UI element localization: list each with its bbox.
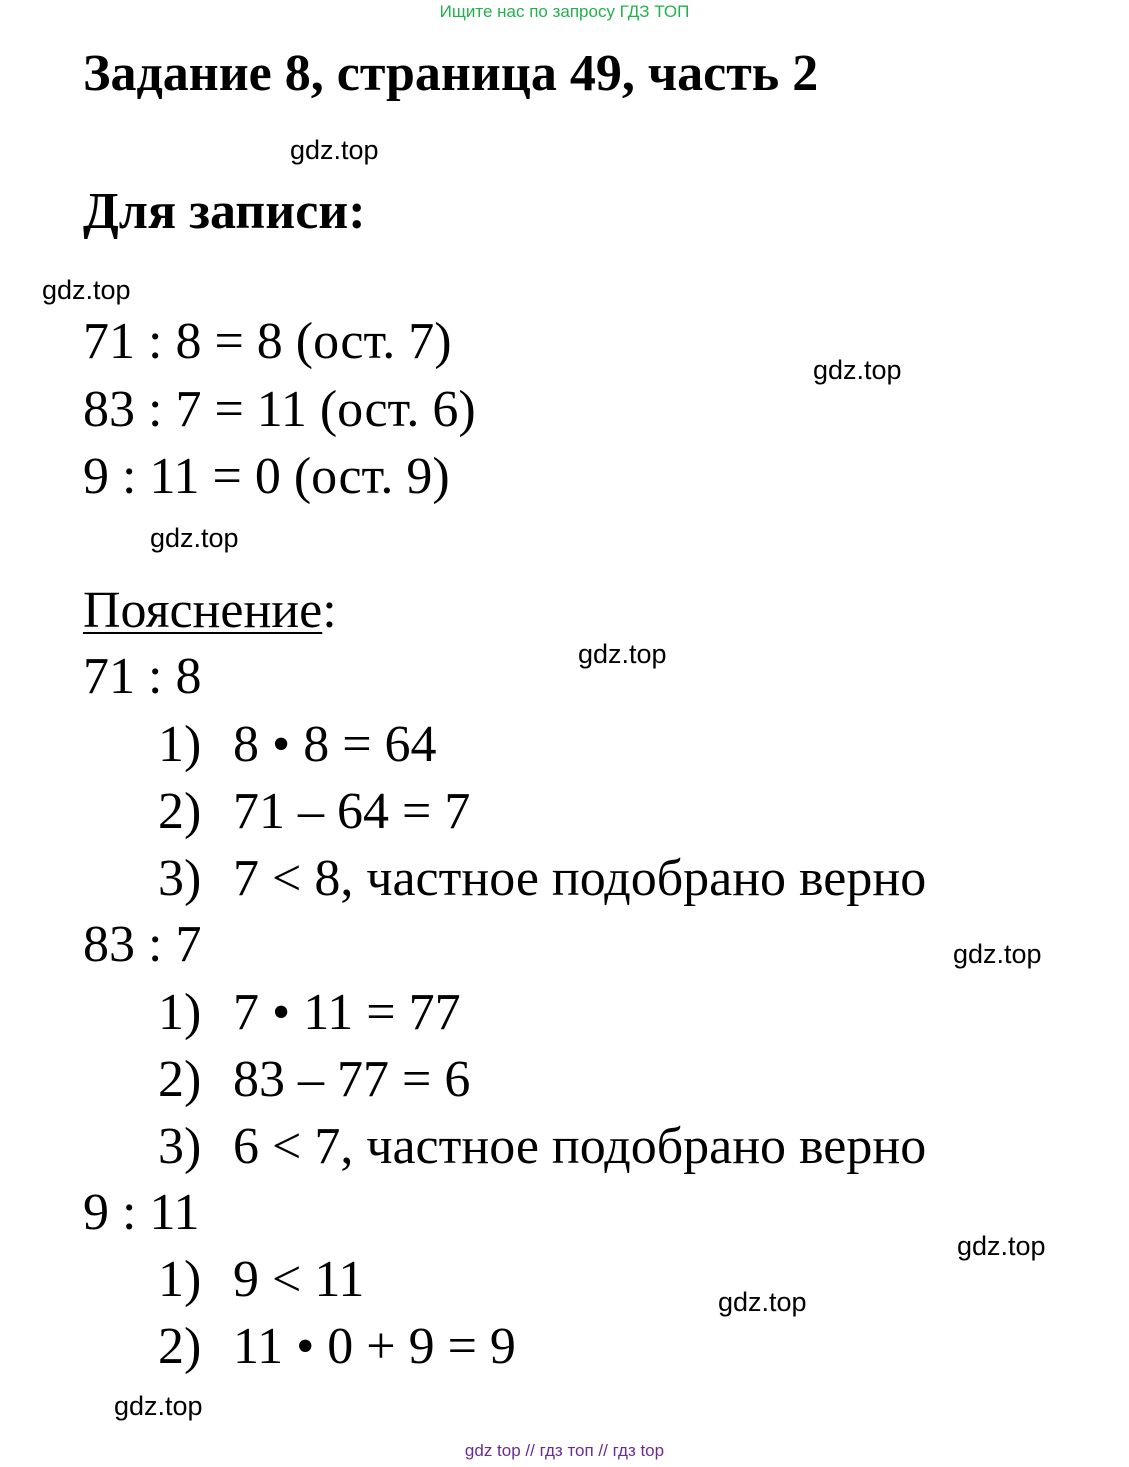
step-text: 83 – 77 = 6 bbox=[233, 1051, 471, 1108]
step-number: 1) bbox=[158, 716, 202, 773]
explanation-label bbox=[83, 581, 337, 641]
step-text: 6 < 7, частное подобрано верно bbox=[233, 1118, 927, 1175]
watermark: gdz.top bbox=[114, 1391, 203, 1421]
step-text: 11 • 0 + 9 = 9 bbox=[233, 1318, 516, 1375]
step-text: 71 – 64 = 7 bbox=[233, 783, 471, 840]
explanation-expr-3: 9 : 11 bbox=[83, 1184, 200, 1241]
search-banner: Ищите нас по запросу ГДЗ ТОП bbox=[439, 2, 690, 21]
step-text: 7 • 11 = 77 bbox=[233, 984, 461, 1041]
watermark: gdz.top bbox=[718, 1287, 807, 1317]
step-number: 1) bbox=[158, 1251, 202, 1308]
step-number: 2) bbox=[158, 783, 202, 840]
watermark: gdz.top bbox=[290, 135, 379, 165]
explanation-label-text: Пояснение bbox=[83, 582, 323, 639]
record-heading: Для записи: bbox=[83, 183, 366, 240]
step-text: 8 • 8 = 64 bbox=[233, 716, 437, 773]
record-line-2: 83 : 7 = 11 (ост. 6) bbox=[83, 381, 476, 438]
step-text: 9 < 11 bbox=[233, 1251, 365, 1308]
step-number: 3) bbox=[158, 850, 202, 907]
record-line-3: 9 : 11 = 0 (ост. 9) bbox=[83, 448, 450, 505]
explanation-colon: : bbox=[322, 582, 337, 639]
watermark: gdz.top bbox=[150, 523, 239, 553]
step-number: 1) bbox=[158, 984, 202, 1041]
watermark: gdz.top bbox=[813, 355, 902, 385]
step-text: 7 < 8, частное подобрано верно bbox=[233, 850, 927, 907]
watermark: gdz.top bbox=[957, 1231, 1046, 1261]
step-number: 2) bbox=[158, 1051, 202, 1108]
watermark: gdz.top bbox=[953, 939, 1042, 969]
step-number: 2) bbox=[158, 1318, 202, 1375]
watermark: gdz.top bbox=[578, 639, 667, 669]
watermark: gdz.top bbox=[42, 275, 131, 305]
step-number: 3) bbox=[158, 1118, 202, 1175]
explanation-expr-1: 71 : 8 bbox=[83, 648, 202, 705]
page-title: Задание 8, страница 49, часть 2 bbox=[83, 45, 819, 102]
record-line-1: 71 : 8 = 8 (ост. 7) bbox=[83, 313, 452, 370]
footer-links: gdz top // гдз топ // гдз top bbox=[464, 1441, 665, 1460]
explanation-expr-2: 83 : 7 bbox=[83, 916, 202, 973]
